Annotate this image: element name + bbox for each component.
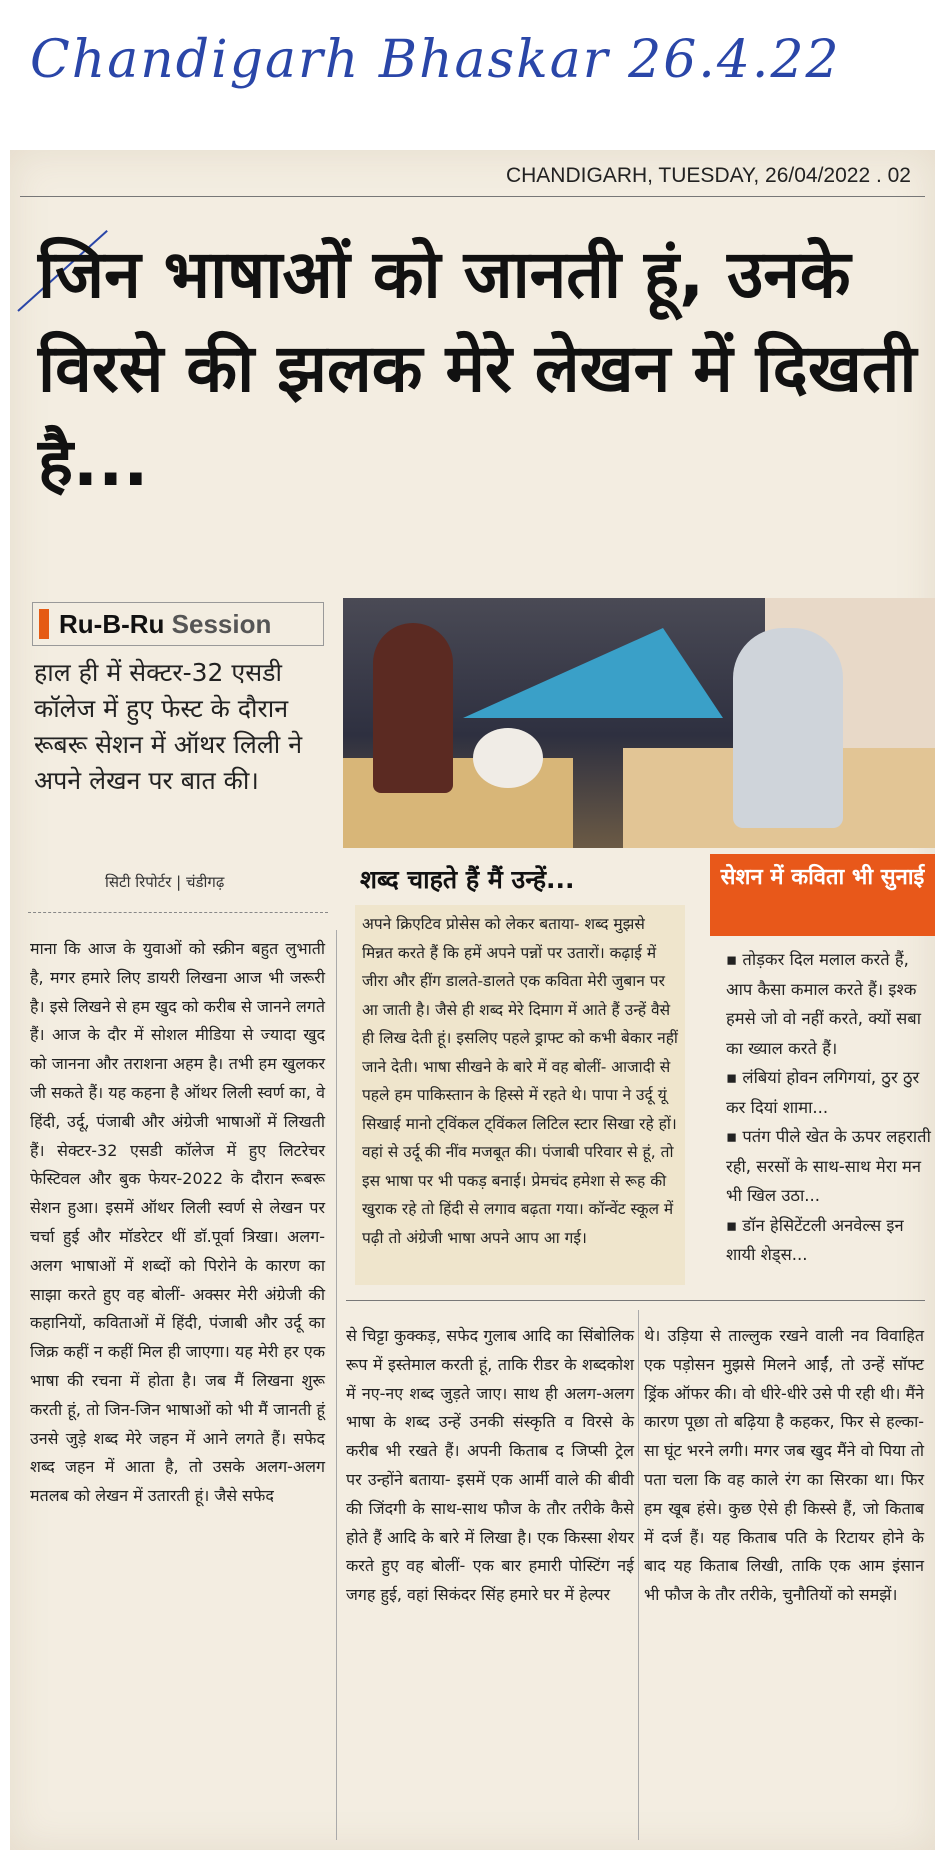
- section-tag: [32, 602, 324, 646]
- poem-title: सेशन में कविता भी सुनाई: [720, 865, 925, 890]
- section-tag-part2: Session: [164, 609, 272, 639]
- body-column-2: से चिट्टा कुक्कड़, सफेद गुलाब आदि का सिंबोलिक रूप में इस्तेमाल करती हूं, ताकि रीडर के शब्दकोश में नए-नए शब्द जुड़ते जाए। साथ ही अलग-अलग भाषा के शब्द उन्हें उनकी संस्कृति व विरसे के करीब भी रखते हैं। अपनी किताब द जिप्सी ट्रेल पर उन्होंने बताया- इसमें एक आर्मी वाले की बीवी की जिंदगी के साथ-साथ फौज के तौर तरीके कैसे होते हैं आदि के बारे में लिखा है। एक किस्सा शेयर करते हुए वह बोलीं- एक बार हमारी पोस्टिंग नई जगह हुई, वहां सिकंदर सिंह हमारे घर में हेल्पर: [346, 1326, 634, 1605]
- section-tag-label: [59, 609, 271, 640]
- photo-author: [733, 628, 843, 828]
- column-divider: [336, 930, 337, 1840]
- body-column-3: थे। उड़िया से ताल्लुक रखने वाली नव विवाहित एक पड़ोसन मुझसे मिलने आईं, तो उन्हें सॉफ्ट ड्रिंक ऑफर की। वो धीरे-धीरे उसे पी रही थी। मैंने कारण पूछा तो बढ़िया है कहकर, फिर से हल्का-सा घूंट भरने लगी। मगर जब खुद मैंने वो पिया तो पता चला कि वह काले रंग का सिरका था। फिर हम खूब हंसे। कुछ ऐसे ही किस्से हैं, जो किताब में दर्ज हैं। यह किताब पति के रिटायर होने के बाद यह किताब लिखी, ताकि एक आम इंसान भी फौज के तौर तरीके, चुनौतियों को समझें।: [644, 1326, 924, 1605]
- byline: सिटी रिपोर्टर | चंडीगढ़: [105, 873, 225, 891]
- poem-line: ▪ तोड़कर दिल मलाल करते हैं, आप कैसा कमाल करते हैं। इश्क हमसे जो वो नहीं करते, क्यों सबा का ख्याल करते हैं।: [726, 950, 921, 1058]
- body-column-1: माना कि आज के युवाओं को स्क्रीन बहुत लुभाती है, मगर हमारे लिए डायरी लिखना आज भी जरूरी है। इसे लिखने से हम खुद को करीब से जानने लगते हैं। आज के दौर में सोशल मीडिया से ज्यादा खुद को जानना और तराशना अहम है। तभी हम खुलकर जी सकते हैं। यह कहना है ऑथर लिली स्वर्ण का, वे हिंदी, उर्दू, पंजाबी और अंग्रेजी भाषाओं में लिखती हैं। सेक्टर-32 एसडी कॉलेज में हुए लिटरेचर फेस्टिवल और बुक फेयर-2022 के दौरान रूबरू सेशन हुआ। इसमें ऑथर लिली स्वर्ण से लेखन पर चर्चा हुई और मॉडरेटर थीं डॉ.पूर्वा त्रिखा। अलग-अलग भाषाओं में शब्दों को पिरोने के कारण का साझा करते हुए वह बोलीं- अक्सर मेरी अंग्रेजी की कहानियों, कविताओं में हिंदी, पंजाबी और उर्दू का जिक्र कहीं न कहीं मिल ही जाएगा। यह मेरी हर एक भाषा की रचना में होता है। जब मैं लिखना शुरू करती हूं, तो जिन-जिन भाषाओं को भी मैं जानती हूं उनसे जुड़े शब्द मेरे जहन में आने लगते हैं। सफेद शब्द जहन में आता है, तो उसके अलग-अलग मतलब को लेखन में उतारती हूं। जैसे सफेद: [30, 939, 325, 1506]
- poem-line: ▪ डॉन हेसिटेंटली अनवेल्स इन शायी शेड्स...: [726, 1215, 904, 1264]
- section-tag-bar: [39, 609, 49, 639]
- intro-text: हाल ही में सेक्टर-32 एसडी कॉलेज में हुए फेस्ट के दौरान रूबरू सेशन में ऑथर लिली ने अपने लेखन पर बात की।: [34, 658, 303, 795]
- column-divider: [638, 1310, 639, 1840]
- dateline-rule: [20, 196, 925, 197]
- photo-vase: [473, 728, 543, 788]
- newspaper-clipping: [10, 150, 935, 1850]
- poem-list: [726, 945, 931, 1270]
- sidebar-heading: शब्द चाहते हैं मैं उन्हें...: [360, 865, 575, 894]
- handwritten-note: Chandigarh Bhaskar 26.4.22: [30, 30, 841, 90]
- photo-moderator: [373, 623, 453, 793]
- lower-columns-rule: [346, 1300, 925, 1301]
- photo-stage-decor: [463, 628, 723, 718]
- event-photo: [343, 598, 935, 848]
- headline: जिन भाषाओं को जानती हूं, उनके विरसे की झलक मेरे लेखन में दिखती है...: [38, 236, 917, 501]
- section-tag-part1: Ru-B-Ru: [59, 609, 165, 639]
- intro-rule: [28, 912, 328, 913]
- poem-line: ▪ पतंग पीले खेत के ऊपर लहराती रही, सरसों के साथ-साथ मेरा मन भी खिल उठा...: [726, 1127, 931, 1205]
- sidebar-text: अपने क्रिएटिव प्रोसेस को लेकर बताया- शब्द मुझसे मिन्नत करते हैं कि हमें अपने पन्नों पर उतारों। कढ़ाई में जीरा और हींग डालते-डालते एक कविता मेरी जुबान पर आ जाती है। जैसे ही शब्द मेरे दिमाग में आते हैं उन्हें वैसे ही लिख देती हूं। इसलिए पहले ड्राफ्ट को कभी बेकार नहीं जाने देती। भाषा सीखने के बारे में वह बोलीं- आजादी से पहले हम पाकिस्तान के हिस्से में रहते थे। पापा ने उर्दू यूं सिखाई मानो ट्विंकल ट्विंकल लिटिल स्टार सिखा रहे हों। वहां से उर्दू की नींव मजबूत की। पंजाबी परिवार से हूं, तो इस भाषा पर भी पकड़ बनाई। प्रेमचंद हमेशा से रूह की खुराक रहे तो हिंदी से लगाव बढ़ता गया। कॉन्वेंट स्कूल में पढ़ी तो अंग्रेजी भाषा अपने आप आ गई।: [362, 915, 678, 1247]
- poem-line: ▪ लंबियां होवन लगिगयां, ठुर ठुर कर दियां शामा...: [726, 1068, 920, 1117]
- dateline: CHANDIGARH, TUESDAY, 26/04/2022 . 02: [505, 164, 911, 187]
